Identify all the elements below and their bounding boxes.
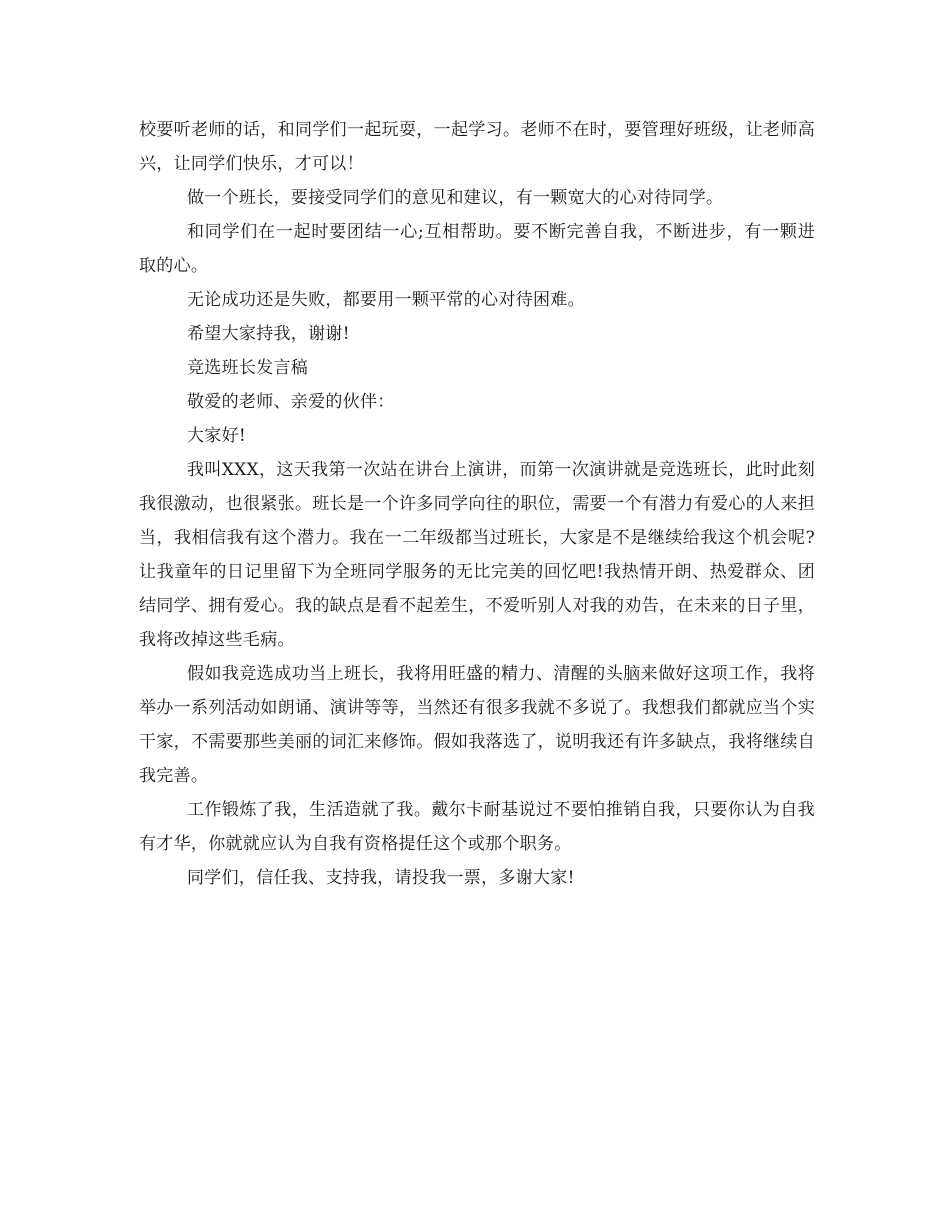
paragraph: 校要听老师的话，和同学们一起玩耍，一起学习。老师不在时，要管理好班级，让老师高兴，让同学们快乐，才可以！ [139, 120, 815, 174]
document-body [139, 113, 815, 895]
section-title: 竞选班长发言稿 [187, 358, 309, 378]
paragraph: 我叫XXX，这天我第一次站在讲台上演讲，而第一次演讲就是竞选班长，此时此刻我很激动，也很紧张。班长是一个许多同学向往的职位，需要一个有潜力有爱心的人来担当，我相信我有这个潜力。我在一二年级都当过班长，大家是不是继续给我这个机会呢?让我童年的日记里留下为全班同学服务的无比完美的回忆吧!我热情开朗、热爱群众、团结同学、拥有爱心。我的缺点是看不起差生，不爱听别人对我的劝告，在未来的日子里，我将改掉这些毛病。 [139, 460, 815, 650]
paragraph: 工作锻炼了我，生活造就了我。戴尔卡耐基说过不要怕推销自我，只要你认为自我有才华，你就就应认为自我有资格提任这个或那个职务。 [139, 800, 815, 854]
paragraph: 和同学们在一起时要团结一心;互相帮助。要不断完善自我，不断进步，有一颗进取的心。 [139, 222, 815, 276]
paragraph: 无论成功还是失败，都要用一颗平常的心对待困难。 [187, 290, 585, 310]
greeting: 大家好! [187, 426, 247, 446]
paragraph: 假如我竞选成功当上班长，我将用旺盛的精力、清醒的头脑来做好这项工作，我将举办一系列活动如朗诵、演讲等等，当然还有很多我就不多说了。我想我们都就应当个实干家，不需要那些美丽的词汇来修饰。假如我落选了，说明我还有许多缺点，我将继续自我完善。 [139, 664, 815, 786]
closing-paragraph: 同学们，信任我、支持我，请投我一票，多谢大家! [187, 868, 575, 888]
salutation: 敬爱的老师、亲爱的伙伴： [187, 392, 395, 412]
paragraph: 希望大家持我，谢谢! [187, 324, 350, 344]
paragraph: 做一个班长，要接受同学们的意见和建议，有一颗宽大的心对待同学。 [187, 188, 724, 208]
